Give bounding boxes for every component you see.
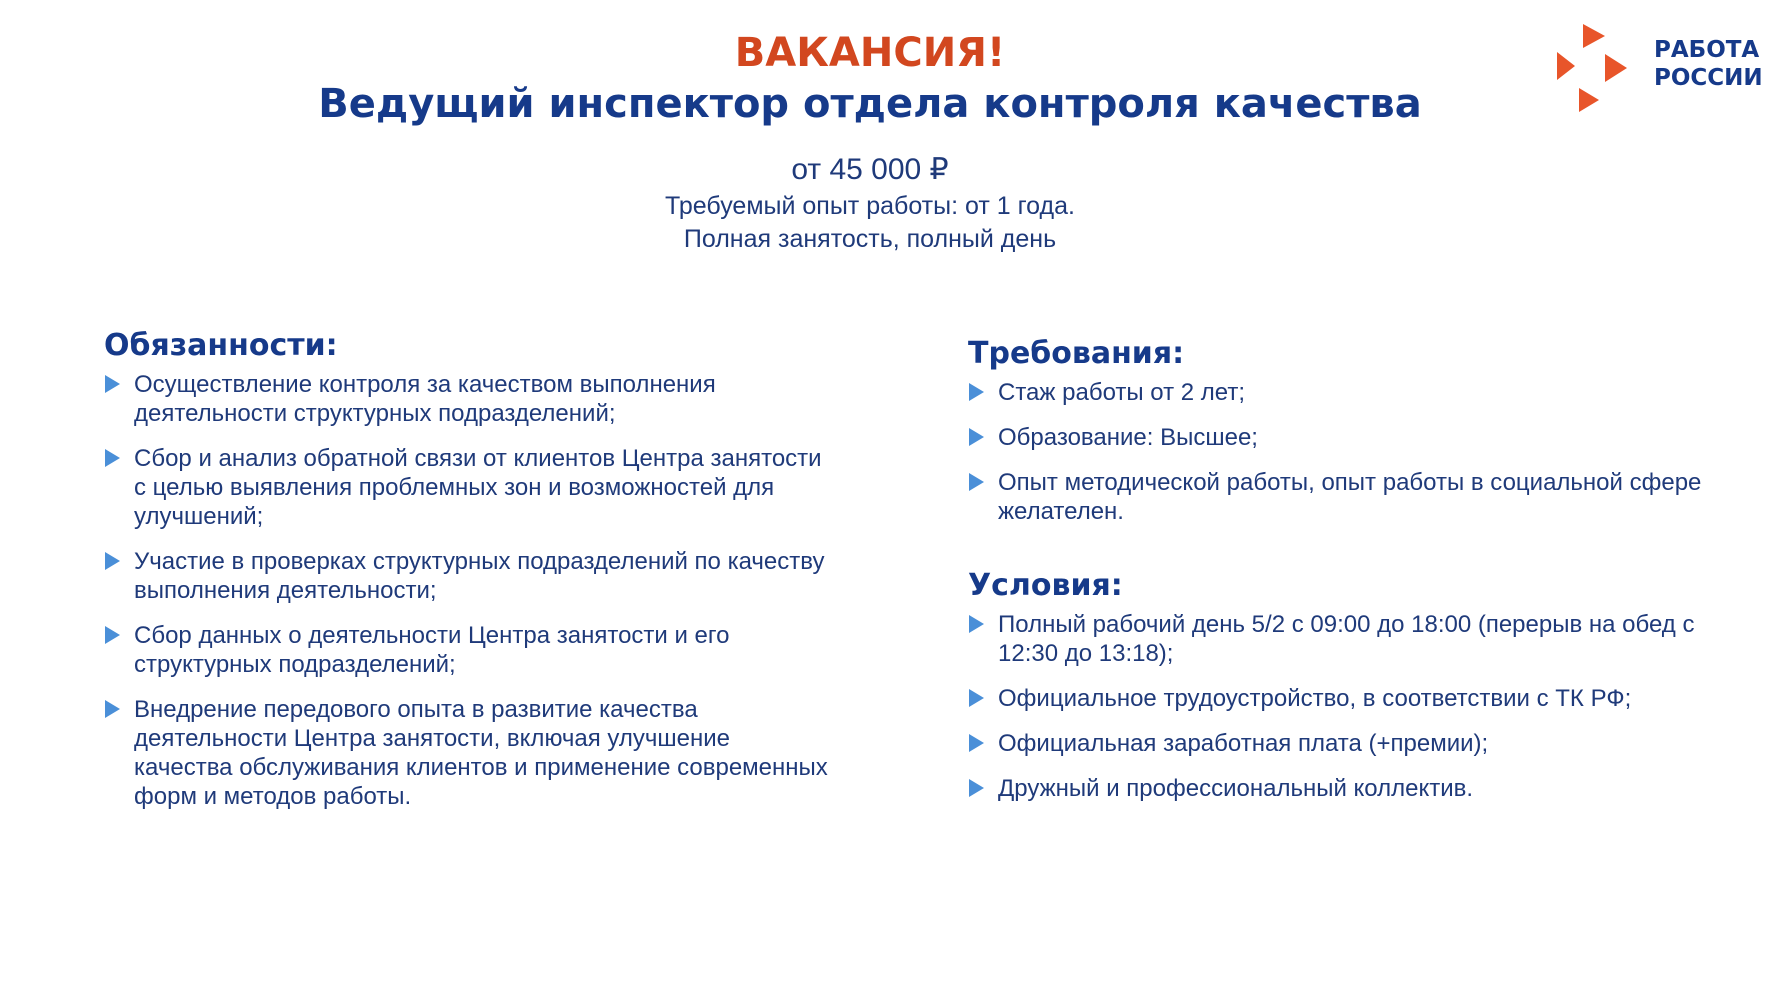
logo-text [1654,36,1763,92]
logo-mark-icon [1555,22,1645,112]
bullet-arrow-icon [969,615,984,633]
vacancy-header [0,28,1740,130]
list-item [104,695,834,811]
salary: от 45 000 ₽ [791,153,949,186]
requirements-and-conditions [968,334,1728,819]
conditions-title: Условия: [968,568,1123,603]
list-item-text: Стаж работы от 2 лет; [998,379,1246,406]
bullet-arrow-icon [105,626,120,644]
requirements-title: Требования: [968,336,1185,371]
list-item-text: Участие в проверках структурных подразделений по качеству выполнения деятельности; [134,548,825,604]
bullet-arrow-icon [105,552,120,570]
list-item [968,774,1728,803]
bullet-arrow-icon [969,779,984,797]
section-spacer [968,542,1728,566]
list-item-text: Осуществление контроля за качеством выполнения деятельности структурных подразделений; [134,371,716,427]
list-item-text: Сбор и анализ обратной связи от клиентов Центра занятости с целью выявления проблемных зон и возможностей для улучшений; [134,445,822,530]
requirements-section [968,334,1728,526]
list-item [968,378,1728,407]
vacancy-title: Ведущий инспектор отдела контроля качества [318,81,1422,127]
bullet-arrow-icon [105,375,120,393]
bullet-arrow-icon [969,473,984,491]
list-item-text: Дружный и профессиональный коллектив. [998,775,1474,802]
vacancy-meta [0,150,1740,256]
bullet-arrow-icon [105,700,120,718]
duties-title: Обязанности: [104,328,338,363]
vacancy-badge: ВАКАНСИЯ! [734,30,1006,76]
list-item-text: Официальное трудоустройство, в соответствии с ТК РФ; [998,685,1632,712]
conditions-section [968,566,1728,803]
list-item [968,423,1728,452]
list-item [104,370,834,428]
list-item-text: Внедрение передового опыта в развитие качества деятельности Центра занятости, включая улучшение качества обслуживания клиентов и применение современных форм и методов работы. [134,696,828,810]
list-item-text: Опыт методической работы, опыт работы в социальной сфере желателен. [998,469,1702,525]
logo-line-2: РОССИИ [1654,65,1763,91]
logo-line-1: РАБОТА [1654,37,1760,63]
list-item [104,444,834,531]
bullet-arrow-icon [969,428,984,446]
bullet-arrow-icon [105,449,120,467]
list-item [968,684,1728,713]
list-item [968,729,1728,758]
requirements-list [968,378,1728,526]
duties-section [104,326,834,827]
schedule: Полная занятость, полный день [683,225,1057,253]
experience: Требуемый опыт работы: от 1 года. [665,192,1075,220]
list-item [968,468,1728,526]
bullet-arrow-icon [969,383,984,401]
list-item-text: Сбор данных о деятельности Центра занятости и его структурных подразделений; [134,622,730,678]
list-item [104,547,834,605]
bullet-arrow-icon [969,734,984,752]
list-item [968,610,1728,668]
list-item [104,621,834,679]
rabota-rossii-logo [1555,22,1775,112]
list-item-text: Официальная заработная плата (+премии); [998,730,1489,757]
conditions-list [968,610,1728,803]
list-item-text: Полный рабочий день 5/2 с 09:00 до 18:00 (перерыв на обед с 12:30 до 13:18); [998,611,1695,667]
list-item-text: Образование: Высшее; [998,424,1258,451]
duties-list [104,370,834,811]
bullet-arrow-icon [969,689,984,707]
